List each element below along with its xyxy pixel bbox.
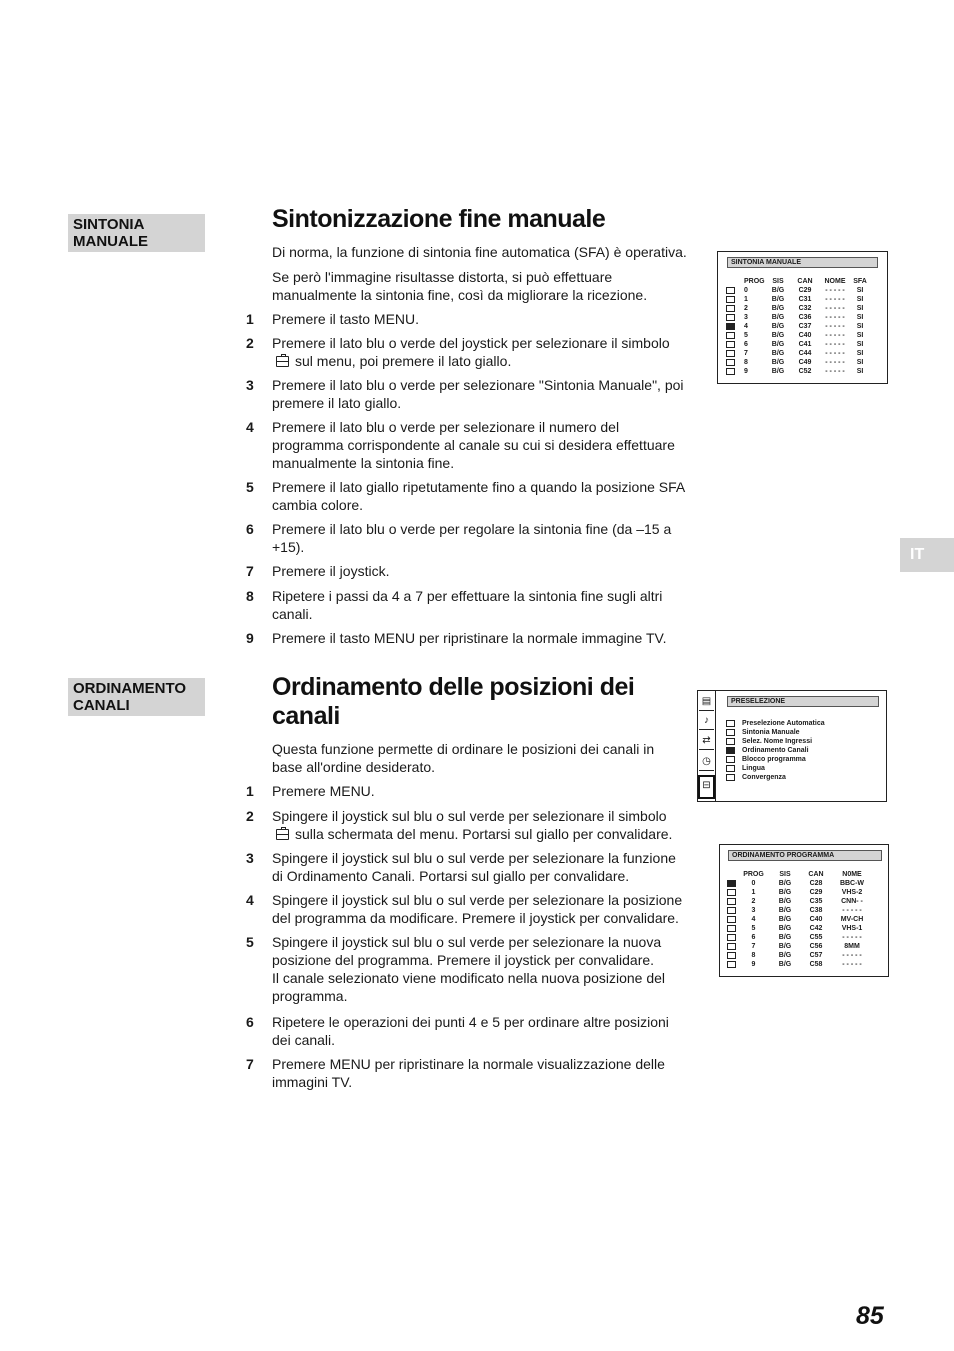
table-cell: [726, 304, 736, 313]
menu-item: [726, 746, 825, 755]
table-cell: C44: [798, 350, 812, 357]
table-header-cell: SIS: [772, 278, 784, 285]
table-cell: BBC-W: [839, 880, 865, 887]
table-header-cell: SIS: [779, 871, 791, 878]
screen-title: PRESELEZIONE: [727, 696, 879, 707]
page-number: 85: [856, 1302, 884, 1330]
table-cell: C28: [809, 880, 823, 887]
table-cell: B/G: [771, 359, 785, 366]
menu-item-label: Preselezione Automatica: [742, 720, 825, 727]
checkbox-icon: [727, 943, 736, 950]
step-number: 2: [246, 808, 254, 824]
table-row: [726, 295, 870, 304]
checkbox-icon: [726, 729, 735, 736]
checkbox-icon: [727, 916, 736, 923]
table-cell: 3: [744, 314, 748, 321]
menu-item: [726, 773, 825, 782]
step-number: 6: [246, 1014, 254, 1030]
table-cell: C37: [798, 323, 812, 330]
table-cell: C55: [809, 934, 823, 941]
intro-paragraph: Questa funzione permette di ordinare le posizioni dei canali in base all'ordine desiderato.: [272, 741, 655, 775]
checkbox-icon: [727, 934, 736, 941]
table-cell: [727, 942, 737, 951]
checkbox-icon: [727, 907, 736, 914]
checkbox-icon: [726, 332, 735, 339]
table-cell: [727, 888, 737, 897]
table-cell: SI: [856, 305, 864, 312]
table-cell: - - - - -: [825, 296, 845, 303]
table-cell: B/G: [771, 314, 785, 321]
table-cell: [727, 915, 737, 924]
table-cell: B/G: [778, 934, 792, 941]
table-header-cell: CAN: [808, 871, 824, 878]
checkbox-icon: [726, 350, 735, 357]
table-cell: 7: [744, 350, 748, 357]
table-cell: [726, 295, 736, 304]
table-header-cell: SFA: [853, 278, 867, 285]
table-cell: B/G: [778, 907, 792, 914]
step-number: 5: [246, 934, 254, 950]
table-cell: 5: [751, 925, 756, 932]
intro-paragraph: Di norma, la funzione di sintonia fine automatica (SFA) è operativa.: [272, 244, 687, 260]
checkbox-icon: [726, 738, 735, 745]
step-text-part: sul menu, poi premere il lato giallo.: [295, 353, 512, 369]
table-cell: C57: [809, 952, 823, 959]
table-cell: B/G: [771, 368, 785, 375]
step-text: Premere il lato giallo ripetutamente fino a quando la posizione SFA cambia colore.: [272, 479, 685, 513]
step-text-part: Premere il lato blu o verde del joystick per selezionare il simbolo: [272, 335, 670, 351]
table-cell: SI: [856, 341, 864, 348]
icon-column: [698, 691, 716, 801]
screen-preselezione: [697, 690, 887, 802]
table-cell: C56: [809, 943, 823, 950]
menu-item: [726, 728, 825, 737]
table-cell: - - - - -: [825, 332, 845, 339]
table-cell: C38: [809, 907, 823, 914]
table-cell: 4: [744, 323, 748, 330]
table-row: [726, 367, 870, 376]
table-cell: C31: [798, 296, 812, 303]
screen-sintonia-manuale: [717, 251, 888, 384]
table-cell: B/G: [771, 332, 785, 339]
table-cell: SI: [856, 287, 864, 294]
step-text: Premere il lato blu o verde per selezionare il numero del programma corrispondente al canale su cui si desidera effettuare manualmente la sintonia fine.: [272, 419, 675, 471]
heading-line: canali: [272, 702, 340, 730]
table-cell: 5: [744, 332, 748, 339]
selected-marker-icon: [726, 747, 735, 754]
step-text: [272, 334, 686, 370]
table-cell: MV-CH: [840, 916, 864, 923]
step-text-part: sulla schermata del menu. Portarsi sul giallo per convalidare.: [295, 826, 673, 842]
menu-item: [726, 764, 825, 773]
table-cell: B/G: [771, 341, 785, 348]
table-cell: 8: [744, 359, 748, 366]
table-row: [727, 879, 872, 888]
table-cell: - - - - -: [842, 907, 862, 914]
table-cell: B/G: [778, 961, 792, 968]
input-icon: ⇄: [699, 732, 714, 750]
table-cell: B/G: [778, 952, 792, 959]
table-cell: [727, 960, 737, 969]
table-cell: SI: [856, 323, 864, 330]
menu-item-label: Lingua: [742, 765, 765, 772]
table-row: [726, 304, 870, 313]
table-header-cell: N0ME: [842, 871, 862, 878]
heading-sintonizzazione: Sintonizzazione fine manuale: [272, 205, 606, 233]
side-label-line: CANALI: [73, 697, 130, 714]
step-text: Premere il joystick.: [272, 563, 390, 579]
preset-icon: ⊟: [698, 775, 715, 799]
side-label-ordinamento: [68, 678, 205, 716]
step-number: 6: [246, 521, 254, 537]
step-text: [272, 807, 686, 843]
table-cell: [727, 897, 737, 906]
table-cell: 9: [751, 961, 756, 968]
table-cell: SI: [856, 314, 864, 321]
menu-item-label: Blocco programma: [742, 756, 806, 763]
table-cell: SI: [856, 368, 864, 375]
table-row: [727, 951, 872, 960]
table-cell: [727, 951, 737, 960]
sound-icon: ♪: [699, 712, 714, 730]
table-cell: - - - - -: [842, 934, 862, 941]
table-cell: [726, 331, 736, 340]
table-cell: [726, 358, 736, 367]
step-number: 5: [246, 479, 254, 495]
step-number: 7: [246, 563, 254, 579]
table-row: [727, 915, 872, 924]
table-cell: C29: [809, 889, 823, 896]
table-cell: [726, 313, 736, 322]
table-cell: 1: [744, 296, 748, 303]
table-header-cell: CAN: [797, 278, 813, 285]
table-cell: 0: [751, 880, 756, 887]
checkbox-icon: [727, 925, 736, 932]
table-cell: [726, 367, 736, 376]
checkbox-icon: [726, 720, 735, 727]
table-row: [726, 286, 870, 295]
table-cell: 0: [744, 287, 748, 294]
step-text: Spingere il joystick sul blu o sul verde per selezionare la funzione di Ordinamento Canali. Portarsi sul giallo per convalidare.: [272, 850, 676, 884]
table-cell: C35: [809, 898, 823, 905]
side-label-line: ORDINAMENTO: [73, 680, 187, 697]
screen-title: SINTONIA MANUALE: [727, 257, 878, 268]
menu-item-label: Ordinamento Canali: [742, 747, 809, 754]
table-row: [727, 888, 872, 897]
checkbox-icon: [726, 359, 735, 366]
heading-ordinamento: [272, 673, 634, 731]
table-row: [727, 933, 872, 942]
preset-symbol-icon: [276, 356, 289, 367]
step-text: Ripetere i passi da 4 a 7 per effettuare la sintonia fine sugli altri canali.: [272, 588, 663, 622]
checkbox-icon: [726, 765, 735, 772]
table-cell: 3: [751, 907, 756, 914]
side-label-sintonia: [68, 214, 205, 252]
selected-marker-icon: [727, 880, 736, 887]
side-label-line: SINTONIA: [73, 216, 145, 233]
table-row: [726, 322, 870, 331]
step-text: Spingere il joystick sul blu o sul verde per selezionare la posizione del programma da modificare. Premere il joystick per convalidare.: [272, 892, 683, 926]
table-cell: 6: [744, 341, 748, 348]
table-row: [727, 942, 872, 951]
table-cell: - - - - -: [842, 952, 862, 959]
step-text-part: Il canale selezionato viene modificato nella nuova posizione del programma.: [272, 970, 666, 1004]
screen-title: ORDINAMENTO PROGRAMMA: [728, 850, 882, 861]
table-cell: - - - - -: [825, 368, 845, 375]
preselezione-menu: [726, 719, 825, 782]
table-header-row: [727, 870, 872, 879]
step-text: Premere il tasto MENU per ripristinare la normale immagine TV.: [272, 630, 667, 646]
table-cell: [727, 879, 737, 888]
table-cell: 2: [751, 898, 756, 905]
step-text-part: Spingere il joystick sul blu o sul verde per selezionare la nuova posizione del programma. Premere il joystick per convalidare.: [272, 934, 662, 968]
table-cell: B/G: [778, 916, 792, 923]
table-row: [727, 897, 872, 906]
table-cell: [727, 870, 737, 879]
table-cell: CNN- -: [841, 898, 863, 905]
step-text-part: Spingere il joystick sul blu o sul verde per selezionare il simbolo: [272, 808, 667, 824]
checkbox-icon: [727, 898, 736, 905]
checkbox-icon: [726, 774, 735, 781]
preset-symbol-icon: [276, 829, 289, 840]
intro-paragraph: Se però l'immagine risultasse distorta, si può effettuare manualmente la sintonia fine, così da migliorare la ricezione.: [272, 269, 648, 303]
table-cell: 2: [744, 305, 748, 312]
table-cell: - - - - -: [825, 287, 845, 294]
table-row: [726, 340, 870, 349]
step-number: 1: [246, 311, 254, 327]
checkbox-icon: [726, 341, 735, 348]
table-row: [727, 960, 872, 969]
table-cell: B/G: [771, 296, 785, 303]
table-cell: - - - - -: [842, 961, 862, 968]
table-cell: - - - - -: [825, 341, 845, 348]
table-cell: SI: [856, 359, 864, 366]
checkbox-icon: [726, 296, 735, 303]
table-header-cell: PROG: [743, 871, 764, 878]
timer-icon: ◷: [699, 753, 714, 771]
table-cell: C49: [798, 359, 812, 366]
table-cell: 9: [744, 368, 748, 375]
table-cell: B/G: [771, 305, 785, 312]
menu-item: [726, 719, 825, 728]
table-row: [726, 358, 870, 367]
checkbox-icon: [726, 756, 735, 763]
table-header-row: [726, 277, 870, 286]
menu-item-label: Sintonia Manuale: [742, 729, 800, 736]
table-cell: B/G: [771, 350, 785, 357]
step-number: 9: [246, 630, 254, 646]
table-cell: C40: [809, 916, 823, 923]
table-cell: SI: [856, 296, 864, 303]
table-cell: 8MM: [844, 943, 860, 950]
language-tab: [900, 538, 954, 572]
table-cell: B/G: [778, 943, 792, 950]
table-cell: - - - - -: [825, 359, 845, 366]
table-cell: 1: [751, 889, 756, 896]
table-cell: - - - - -: [825, 323, 845, 330]
step-text: Premere il lato blu o verde per regolare la sintonia fine (da –15 a +15).: [272, 521, 672, 555]
heading-line: Ordinamento delle posizioni dei: [272, 673, 635, 701]
menu-item-label: Selez. Nome Ingressi: [742, 738, 813, 745]
checkbox-icon: [727, 952, 736, 959]
ordinamento-table: [727, 870, 872, 969]
picture-icon: ▤: [699, 693, 714, 711]
table-cell: [726, 349, 736, 358]
table-row: [727, 924, 872, 933]
checkbox-icon: [726, 305, 735, 312]
table-cell: SI: [856, 332, 864, 339]
table-cell: 4: [751, 916, 756, 923]
table-cell: C36: [798, 314, 812, 321]
selected-marker-icon: [726, 323, 735, 330]
step-text: Ripetere le operazioni dei punti 4 e 5 per ordinare altre posizioni dei canali.: [272, 1014, 669, 1048]
step-text: Premere MENU per ripristinare la normale visualizzazione delle immagini TV.: [272, 1056, 665, 1090]
table-row: [726, 313, 870, 322]
menu-item: [726, 755, 825, 764]
table-cell: - - - - -: [825, 350, 845, 357]
step-text: Premere MENU.: [272, 783, 375, 799]
table-cell: C58: [809, 961, 823, 968]
table-row: [726, 331, 870, 340]
table-cell: 6: [751, 934, 756, 941]
table-row: [727, 906, 872, 915]
step-number: 1: [246, 783, 254, 799]
side-label-line: MANUALE: [73, 233, 148, 250]
step-number: 2: [246, 335, 254, 351]
checkbox-icon: [727, 889, 736, 896]
table-cell: 7: [751, 943, 756, 950]
checkbox-icon: [726, 287, 735, 294]
table-header-cell: PROG: [744, 278, 765, 285]
table-cell: VHS-1: [841, 925, 863, 932]
table-cell: C29: [798, 287, 812, 294]
menu-item: [726, 737, 825, 746]
step-text: [272, 933, 686, 1005]
table-cell: B/G: [771, 323, 785, 330]
table-cell: [727, 906, 737, 915]
step-text: Premere il lato blu o verde per selezionare "Sintonia Manuale", poi premere il lato giallo.: [272, 377, 684, 411]
table-cell: C32: [798, 305, 812, 312]
table-cell: [726, 340, 736, 349]
table-cell: B/G: [778, 898, 792, 905]
table-cell: B/G: [771, 287, 785, 294]
step-text: Premere il tasto MENU.: [272, 311, 420, 327]
table-cell: SI: [856, 350, 864, 357]
checkbox-icon: [726, 368, 735, 375]
step-number: 8: [246, 588, 254, 604]
table-cell: - - - - -: [825, 314, 845, 321]
menu-item-label: Convergenza: [742, 774, 786, 781]
table-cell: C40: [798, 332, 812, 339]
table-cell: [727, 933, 737, 942]
table-cell: [726, 277, 736, 286]
table-cell: [726, 322, 736, 331]
checkbox-icon: [727, 961, 736, 968]
checkbox-icon: [726, 314, 735, 321]
table-cell: VHS-2: [841, 889, 863, 896]
table-cell: C52: [798, 368, 812, 375]
step-number: 4: [246, 892, 254, 908]
table-cell: B/G: [778, 925, 792, 932]
step-number: 3: [246, 377, 254, 393]
table-cell: B/G: [778, 880, 792, 887]
table-cell: C42: [809, 925, 823, 932]
table-cell: B/G: [778, 889, 792, 896]
table-cell: 8: [751, 952, 756, 959]
table-cell: - - - - -: [825, 305, 845, 312]
table-cell: C41: [798, 341, 812, 348]
step-number: 4: [246, 419, 254, 435]
table-header-cell: NOME: [824, 278, 846, 285]
table-cell: [726, 286, 736, 295]
sintonia-table: [726, 277, 870, 376]
screen-ordinamento-programma: [719, 844, 889, 977]
table-row: [726, 349, 870, 358]
table-cell: [727, 924, 737, 933]
language-tab-label: IT: [910, 546, 925, 563]
step-number: 3: [246, 850, 254, 866]
step-number: 7: [246, 1056, 254, 1072]
